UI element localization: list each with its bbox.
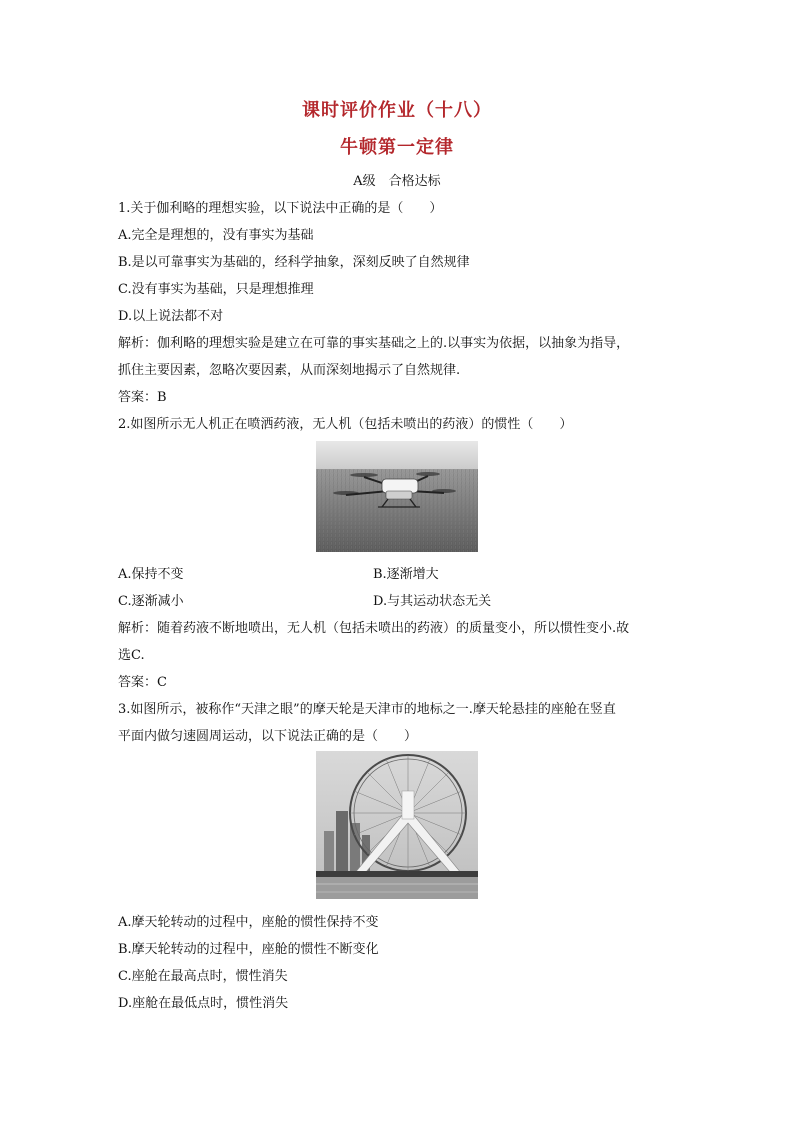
page-subtitle: 牛顿第一定律 xyxy=(340,137,454,158)
drone-photo xyxy=(316,441,478,552)
q3-option-d: D.座舱在最低点时，惯性消失 xyxy=(118,996,289,1011)
q2-stem: 2.如图所示无人机正在喷洒药液，无人机（包括未喷出的药液）的惯性（ ） xyxy=(118,417,573,432)
page-title: 课时评价作业（十八） xyxy=(302,100,492,121)
q1-analysis-line-2: 抓住主要因素，忽略次要因素，从而深刻地揭示了自然规律. xyxy=(118,363,461,378)
q1-answer: 答案：B xyxy=(118,390,167,405)
ferris-wheel-photo xyxy=(316,751,478,899)
level-heading: A级 合格达标 xyxy=(353,174,441,189)
q1-analysis-line-1: 解析：伽利略的理想实验是建立在可靠的事实基础之上的.以事实为依据，以抽象为指导， xyxy=(118,336,630,351)
q3-stem-line-1: 3.如图所示，被称作“天津之眼”的摩天轮是天津市的地标之一.摩天轮悬挂的座舱在竖直 xyxy=(118,702,616,717)
q2-option-a: A.保持不变 xyxy=(118,567,184,582)
q2-option-d: D.与其运动状态无关 xyxy=(373,594,492,609)
q2-option-c: C.逐渐减小 xyxy=(118,594,184,609)
ferris-wheel-image xyxy=(316,751,478,899)
q3-option-c: C.座舱在最高点时，惯性消失 xyxy=(118,969,288,984)
q3-stem-line-2: 平面内做匀速圆周运动，以下说法正确的是（ ） xyxy=(118,729,418,744)
q2-analysis-line-2: 选C. xyxy=(118,648,145,663)
q1-option-d: D.以上说法都不对 xyxy=(118,309,224,324)
q1-stem: 1.关于伽利略的理想实验，以下说法中正确的是（ ） xyxy=(118,201,443,216)
q2-option-b: B.逐渐增大 xyxy=(373,567,439,582)
q1-option-a: A.完全是理想的，没有事实为基础 xyxy=(118,228,314,243)
q1-option-c: C.没有事实为基础，只是理想推理 xyxy=(118,282,314,297)
drone-image xyxy=(316,441,478,552)
q2-answer: 答案：C xyxy=(118,675,167,690)
q3-option-b: B.摩天轮转动的过程中，座舱的惯性不断变化 xyxy=(118,942,379,957)
q2-analysis-line-1: 解析：随着药液不断地喷出，无人机（包括未喷出的药液）的质量变小，所以惯性变小.故 xyxy=(118,621,630,636)
q3-option-a: A.摩天轮转动的过程中，座舱的惯性保持不变 xyxy=(118,915,379,930)
q1-option-b: B.是以可靠事实为基础的，经科学抽象，深刻反映了自然规律 xyxy=(118,255,470,270)
